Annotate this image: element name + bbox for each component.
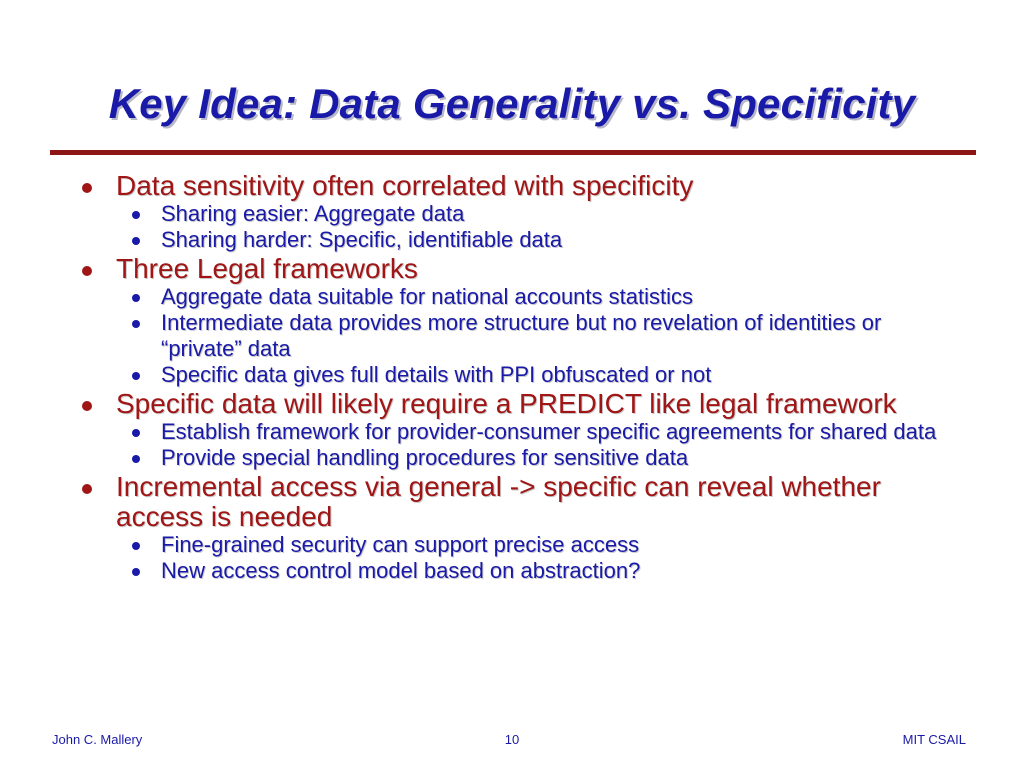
bullet-item: [76, 254, 956, 284]
bullet-text: Incremental access via general -> specific can reveal whether access is needed: [116, 471, 881, 532]
sub-bullet-dot-icon: [132, 237, 140, 245]
sub-bullet-item: [76, 284, 956, 310]
bullet-item: [76, 389, 956, 419]
sub-bullet-text: Sharing harder: Specific, identifiable data: [161, 227, 563, 252]
sub-bullet-dot-icon: [132, 320, 140, 328]
footer-author: John C. Mallery: [52, 732, 143, 747]
bullet-text: Specific data will likely require a PREDICT like legal framework: [116, 388, 897, 419]
sub-bullet-dot-icon: [132, 455, 140, 463]
slide-title: Key Idea: Data Generality vs. Specificity: [108, 80, 916, 127]
sub-bullet-item: [76, 419, 956, 445]
sub-bullet-dot-icon: [132, 568, 140, 576]
bullet-dot-icon: [82, 401, 92, 411]
sub-bullet-dot-icon: [132, 429, 140, 437]
sub-bullet-text: Fine-grained security can support precise access: [161, 532, 640, 557]
sub-bullet-item: [76, 362, 956, 388]
sub-bullet-item: [76, 532, 956, 558]
bullet-item: [76, 472, 956, 532]
bullet-text: Three Legal frameworks: [116, 253, 418, 284]
bullet-dot-icon: [82, 484, 92, 494]
sub-bullet-item: [76, 445, 956, 471]
footer-page-number: 10: [504, 732, 520, 747]
sub-bullet-item: [76, 558, 956, 584]
sub-bullet-dot-icon: [132, 542, 140, 550]
sub-bullet-text: Provide special handling procedures for sensitive data: [161, 445, 689, 470]
sub-bullet-text: Establish framework for provider-consumer specific agreements for shared data: [161, 419, 937, 444]
sub-bullet-text: New access control model based on abstraction?: [161, 558, 641, 583]
footer-organization: MIT CSAIL: [902, 732, 966, 747]
sub-bullet-text: Intermediate data provides more structure but no revelation of identities or “private” data: [161, 310, 882, 361]
sub-bullet-dot-icon: [132, 372, 140, 380]
bullet-dot-icon: [82, 266, 92, 276]
sub-bullet-text: Sharing easier: Aggregate data: [161, 201, 465, 226]
title-divider: [50, 150, 976, 155]
bullet-list: [76, 170, 956, 584]
sub-bullet-text: Specific data gives full details with PPI obfuscated or not: [161, 362, 712, 387]
bullet-text: Data sensitivity often correlated with specificity: [116, 170, 694, 201]
sub-bullet-item: [76, 310, 956, 362]
bullet-item: [76, 171, 956, 201]
bullet-dot-icon: [82, 183, 92, 193]
sub-bullet-item: [76, 227, 956, 253]
sub-bullet-dot-icon: [132, 211, 140, 219]
sub-bullet-item: [76, 201, 956, 227]
sub-bullet-dot-icon: [132, 294, 140, 302]
sub-bullet-text: Aggregate data suitable for national accounts statistics: [161, 284, 693, 309]
